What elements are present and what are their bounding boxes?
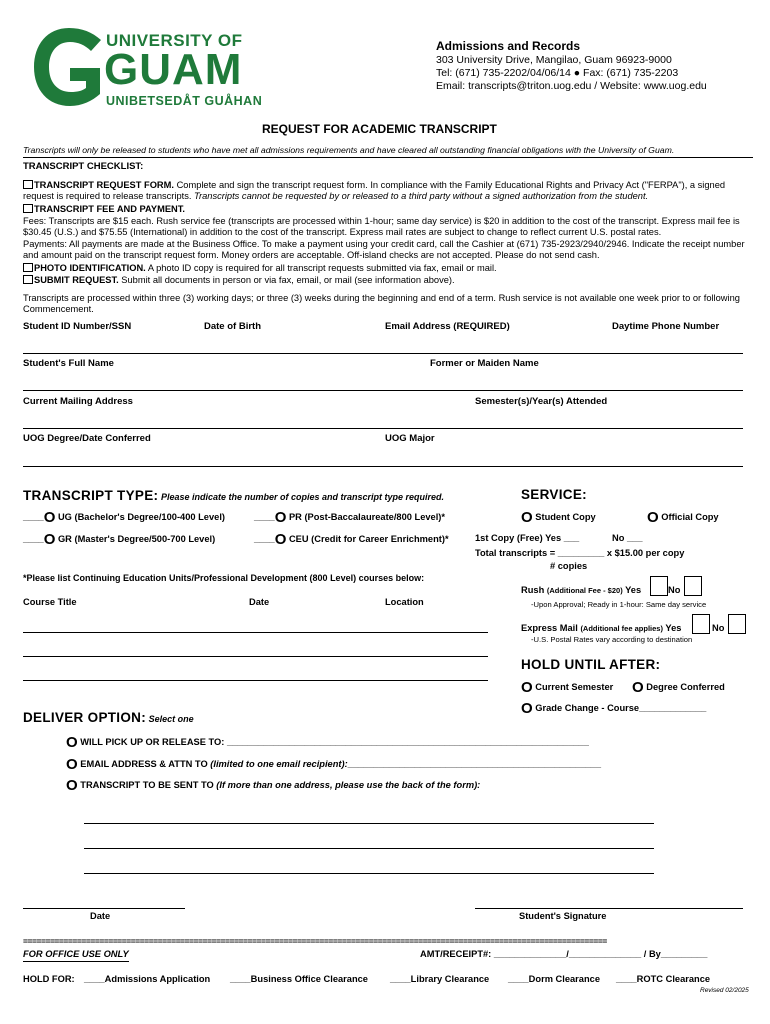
- radio-circle-icon[interactable]: O: [66, 777, 78, 794]
- radio-circle-icon[interactable]: O: [521, 509, 533, 526]
- radio-circle-icon[interactable]: O: [274, 509, 287, 526]
- ceu-note: *Please list Continuing Education Units/Professional Development (800 Level) courses below:: [23, 573, 425, 583]
- radio-circle-icon[interactable]: O: [521, 679, 533, 696]
- label-mailing-address: Current Mailing Address: [23, 396, 133, 407]
- checkbox-icon: [23, 263, 33, 272]
- label-phone: Daytime Phone Number: [612, 321, 720, 332]
- form-title: REQUEST FOR ACADEMIC TRANSCRIPT: [262, 122, 497, 136]
- total-transcripts: Total transcripts = _________ x $15.00 per copy: [475, 548, 685, 558]
- checklist-item-fee: TRANSCRIPT FEE AND PAYMENT.: [23, 204, 753, 215]
- copies-label: # copies: [550, 561, 588, 571]
- divider: [23, 157, 753, 158]
- date-label: Date: [90, 911, 111, 921]
- radio-circle-icon[interactable]: O: [647, 509, 659, 526]
- amt-receipt: AMT/RECEIPT#: ______________/______________ / By_________: [420, 949, 708, 959]
- release-notice: Transcripts will only be released to students who have met all admissions requirements and have cleared all outstanding financial obligations with the University of Guam.: [23, 145, 675, 155]
- address-line[interactable]: [84, 873, 654, 874]
- label-full-name: Student's Full Name: [23, 358, 114, 369]
- option-gr[interactable]: ____O GR (Master's Degree/500-700 Level): [23, 531, 216, 548]
- label-major: UOG Major: [385, 433, 435, 444]
- signature-line[interactable]: [475, 908, 743, 909]
- office-address: 303 University Drive, Mangilao, Guam 96923-9000: [436, 54, 672, 66]
- express-no-label: No: [712, 623, 725, 633]
- checkbox-icon: [23, 180, 33, 189]
- hold-rotc[interactable]: ____ROTC Clearance: [616, 974, 711, 984]
- checkbox-icon: [23, 204, 33, 213]
- date-line[interactable]: [23, 908, 185, 909]
- checklist-heading: TRANSCRIPT CHECKLIST:: [23, 161, 144, 172]
- office-use-label: FOR OFFICE USE ONLY: [23, 949, 129, 962]
- degree-line[interactable]: [23, 466, 743, 467]
- radio-circle-icon[interactable]: O: [632, 679, 644, 696]
- rush-note: -Upon Approval; Ready in 1-hour: Same day service: [531, 600, 707, 609]
- option-student-copy[interactable]: O Student Copy: [521, 509, 596, 526]
- express-yes-box[interactable]: [692, 614, 710, 634]
- express-option: Express Mail (Additional fee applies) Yes: [521, 623, 682, 633]
- hold-dorm[interactable]: ____Dorm Clearance: [508, 974, 600, 984]
- col-location: Location: [385, 597, 424, 607]
- hold-for-label: HOLD FOR:: [23, 974, 75, 984]
- hold-heading: HOLD UNTIL AFTER:: [521, 657, 661, 672]
- label-dob: Date of Birth: [204, 321, 261, 332]
- service-heading: SERVICE:: [521, 487, 587, 502]
- radio-circle-icon[interactable]: O: [66, 756, 78, 773]
- course-line[interactable]: [23, 656, 488, 657]
- first-copy-no: No ___: [612, 533, 643, 543]
- hold-current-semester[interactable]: O Current Semester: [521, 679, 614, 696]
- hold-business[interactable]: ____Business Office Clearance: [230, 974, 368, 984]
- checklist-item-photo-id: PHOTO IDENTIFICATION. A photo ID copy is required for all transcript requests submitted via fax, email or mail.: [23, 263, 753, 274]
- signature-label: Student's Signature: [519, 911, 607, 921]
- revised-date: Revised 02/2025: [700, 987, 749, 994]
- radio-circle-icon[interactable]: O: [43, 509, 56, 526]
- rush-yes-box[interactable]: [650, 576, 668, 596]
- deliver-pickup[interactable]: O WILL PICK UP OR RELEASE TO: ______________________________________________________________________: [66, 734, 589, 751]
- address-line[interactable]: [84, 848, 654, 849]
- brand-name-line1: UNIVERSITY OF: [106, 31, 243, 50]
- brand-name-line2: GUAM: [104, 45, 243, 94]
- express-no-box[interactable]: [728, 614, 746, 634]
- course-line[interactable]: [23, 632, 488, 633]
- label-email: Email Address (REQUIRED): [385, 321, 510, 332]
- payments-text: Payments: All payments are made at the Business Office. To make a payment using your credit card, call the Cashier at (671) 735-2923/2940/2946. Indicate the receipt number and amount paid on the transcript request form. Money orders are acceptable. Off-island checks are not accepted. Please do not send cash.: [23, 239, 745, 261]
- col-date: Date: [249, 597, 270, 607]
- brand-name-line3: UNIBETSEDÅT GUÅHAN: [106, 94, 263, 108]
- transcript-type-heading: TRANSCRIPT TYPE: Please indicate the number of copies and transcript type required.: [23, 488, 445, 503]
- express-note: -U.S. Postal Rates vary according to destination: [531, 635, 693, 644]
- office-email: Email: transcripts@triton.uog.edu / Website: www.uog.edu: [436, 80, 707, 92]
- hold-library[interactable]: ____Library Clearance: [390, 974, 490, 984]
- first-copy-free: 1st Copy (Free) Yes ___: [475, 533, 580, 543]
- radio-circle-icon[interactable]: O: [521, 700, 533, 717]
- option-official-copy[interactable]: O Official Copy: [647, 509, 719, 526]
- radio-circle-icon[interactable]: O: [274, 531, 287, 548]
- office-divider: ==================================================================================================================================: [23, 936, 607, 946]
- label-student-id: Student ID Number/SSN: [23, 321, 132, 332]
- label-semesters: Semester(s)/Year(s) Attended: [475, 396, 608, 407]
- hold-grade-change[interactable]: O Grade Change - Course_____________: [521, 700, 707, 717]
- course-line[interactable]: [23, 680, 488, 681]
- option-ceu[interactable]: ____O CEU (Credit for Career Enrichment)*: [254, 531, 449, 548]
- radio-circle-icon[interactable]: O: [66, 734, 78, 751]
- g-emblem-icon: [30, 24, 108, 110]
- checkbox-icon: [23, 275, 33, 284]
- university-logo: [30, 24, 263, 114]
- mailing-address-line[interactable]: [23, 428, 743, 429]
- fees-text: Fees: Transcripts are $15 each. Rush service fee (transcripts are processed within 1-hour; same day service) is $20 in addition to the cost of the transcript. Express mail fee is $30.45 (U.S.) and $75.55 (International) in addition to the cost of the transcript. Express mail rates are subject to change to reflect current U.S. postal rates.: [23, 216, 740, 238]
- rush-no-box[interactable]: [684, 576, 702, 596]
- office-phone: Tel: (671) 735-2202/04/06/14 ● Fax: (671) 735-2203: [436, 67, 679, 79]
- processing-text: Transcripts are processed within three (3) working days; or three (3) weeks during the beginning and end of a term. Rush service is not available one week prior to or following Commencement.: [23, 293, 740, 315]
- address-line[interactable]: [84, 823, 654, 824]
- deliver-send-to[interactable]: O TRANSCRIPT TO BE SENT TO (If more than one address, please use the back of the form):: [66, 777, 481, 794]
- student-id-line[interactable]: [23, 353, 743, 354]
- checklist-item-request-form: TRANSCRIPT REQUEST FORM. Complete and sign the transcript request form. In compliance with the Family Educational Rights and Privacy Act ("FERPA"), a signed request is required to release transcripts. Transcripts cannot be requested by or released to a third party without a signed authorization from the student.: [23, 180, 726, 202]
- radio-circle-icon[interactable]: O: [43, 531, 56, 548]
- checklist-item-submit: SUBMIT REQUEST. Submit all documents in person or via fax, email, or mail (see information above).: [23, 275, 753, 286]
- full-name-line[interactable]: [23, 390, 743, 391]
- hold-degree-conferred[interactable]: O Degree Conferred: [632, 679, 725, 696]
- deliver-email[interactable]: O EMAIL ADDRESS & ATTN TO (limited to one email recipient):_________________________________________________: [66, 756, 602, 773]
- label-maiden-name: Former or Maiden Name: [430, 358, 539, 369]
- hold-admissions[interactable]: ____Admissions Application: [84, 974, 211, 984]
- deliver-heading: DELIVER OPTION: Select one: [23, 710, 194, 725]
- option-pr[interactable]: ____O PR (Post-Baccalaureate/800 Level)*: [254, 509, 446, 526]
- label-degree-date: UOG Degree/Date Conferred: [23, 433, 151, 444]
- option-ug[interactable]: ____O UG (Bachelor's Degree/100-400 Level): [23, 509, 226, 526]
- office-title: Admissions and Records: [436, 39, 581, 53]
- rush-option: Rush (Additional Fee - $20) Yes: [521, 585, 642, 595]
- col-course-title: Course Title: [23, 597, 77, 607]
- rush-no-label: No: [668, 585, 681, 595]
